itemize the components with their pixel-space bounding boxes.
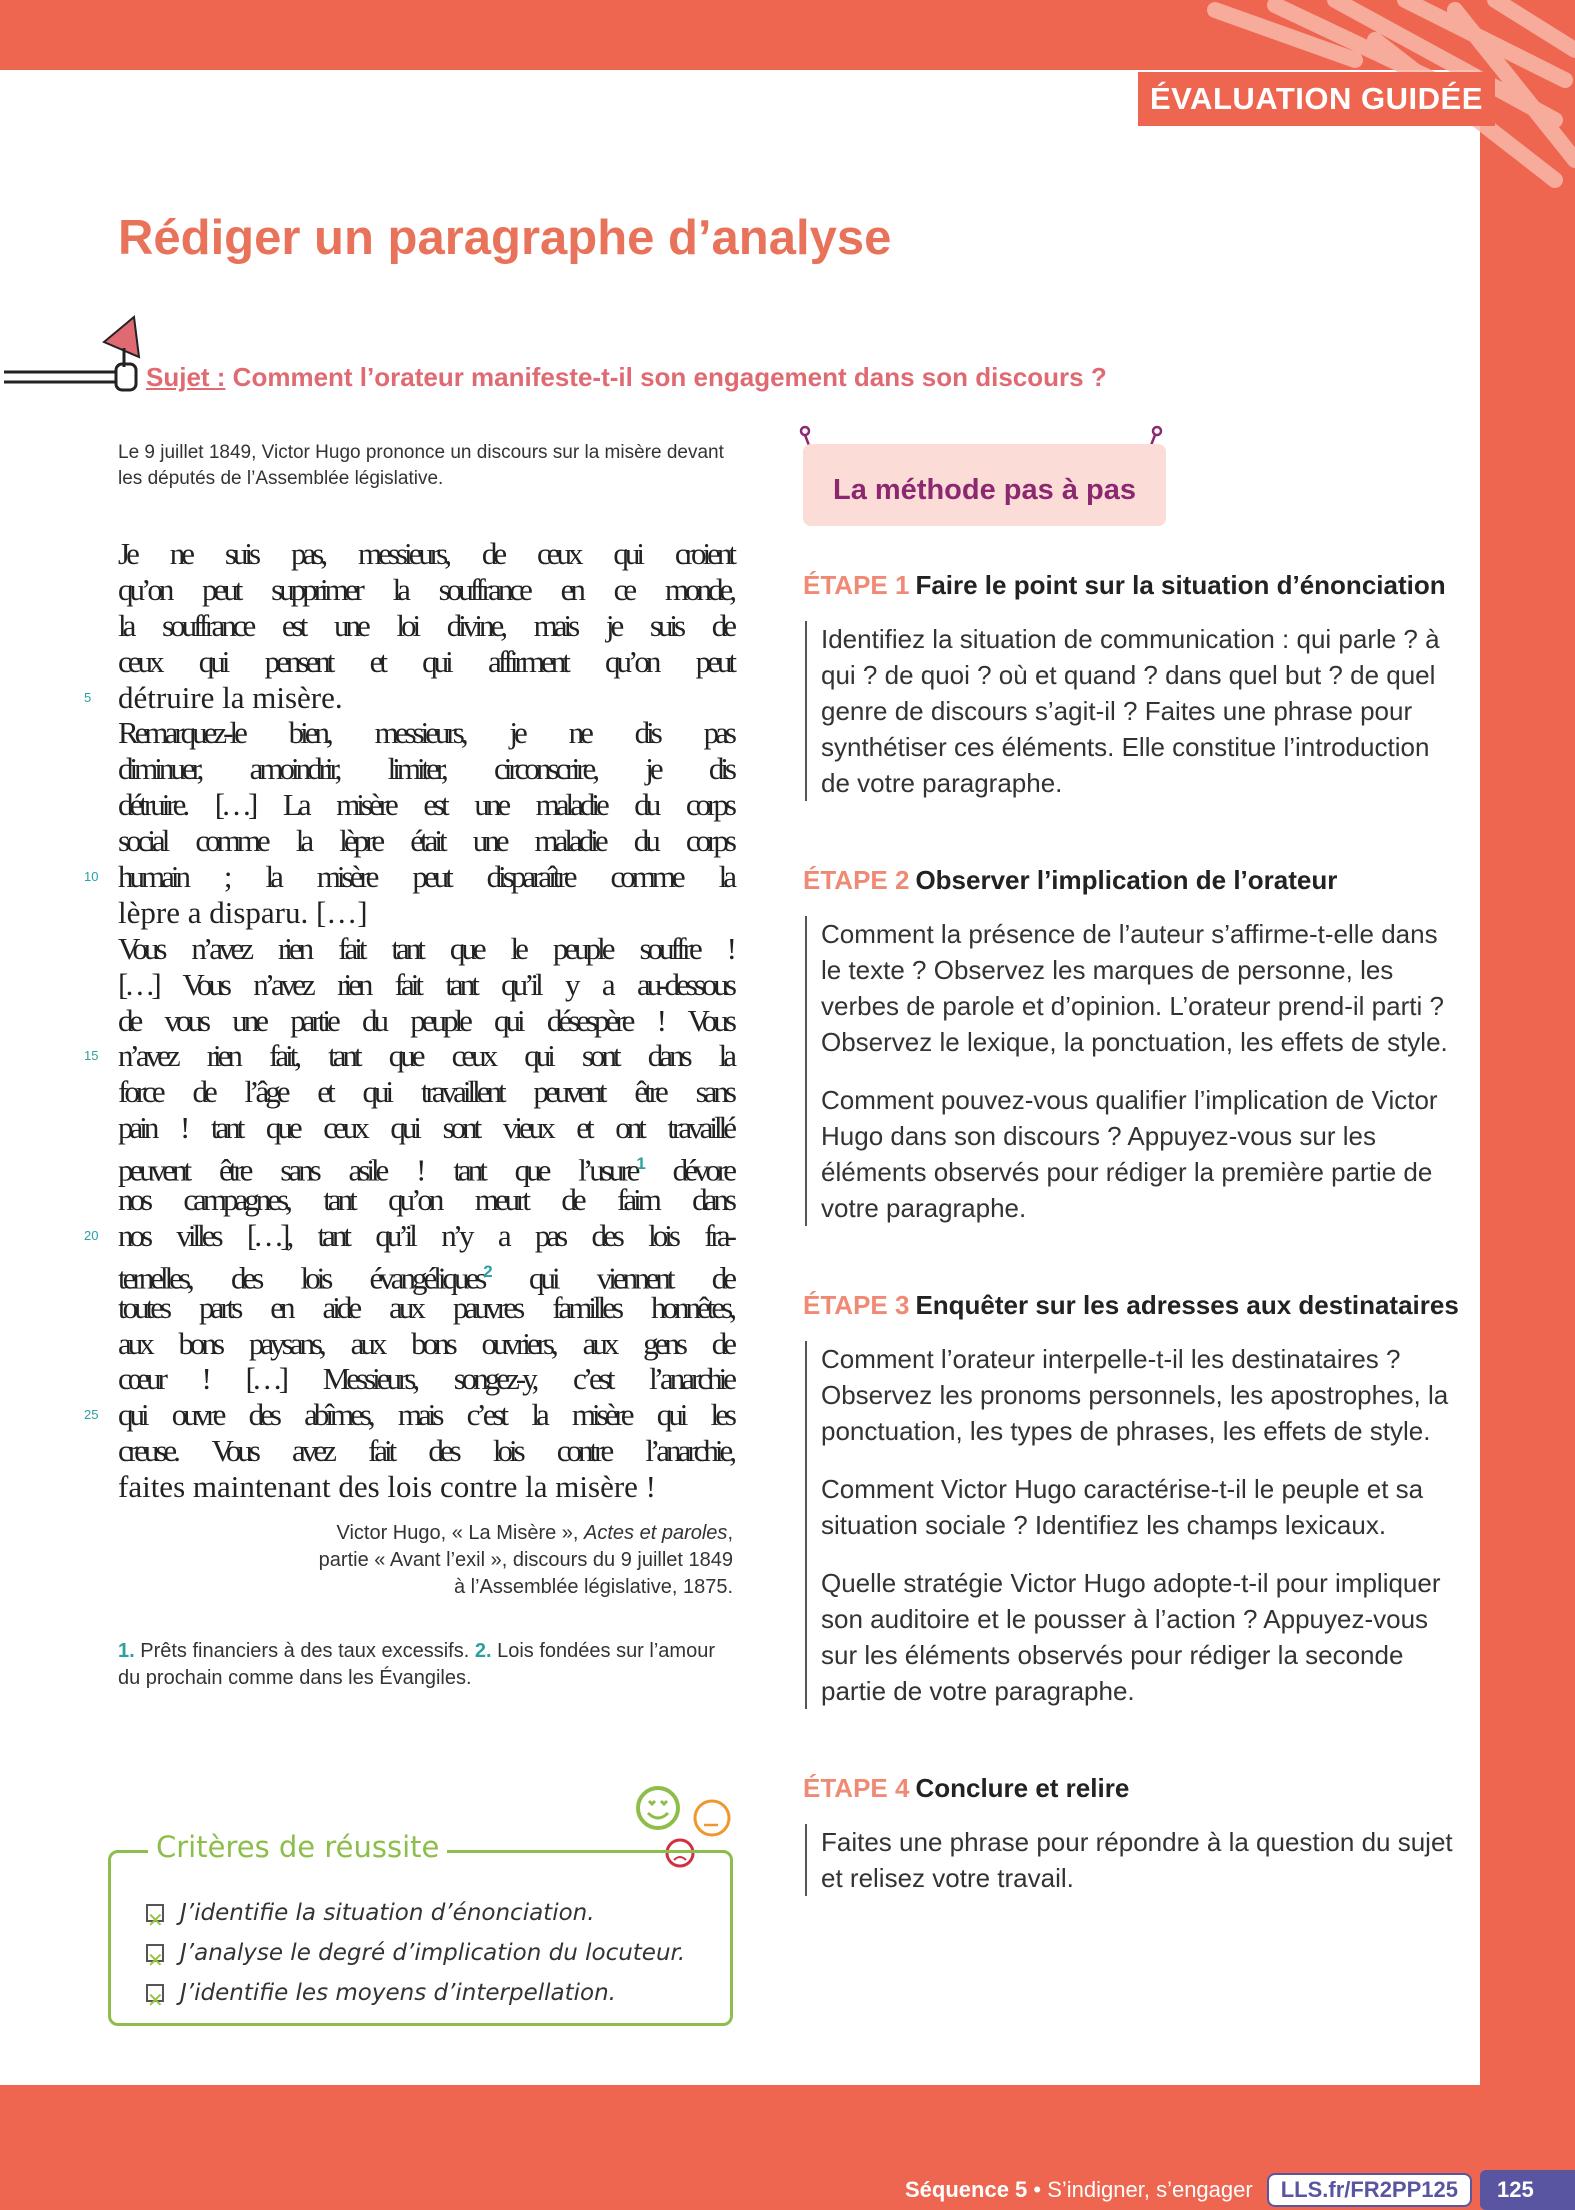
step-instruction: Comment Victor Hugo caractérise-t-il le peuple et sa situation sociale ? Identifiez les champs lexicaux. <box>821 1474 1424 1540</box>
criteria-title: Critères de réussite <box>148 1830 447 1864</box>
text-intro: Le 9 juillet 1849, Victor Hugo prononce un discours sur la misère devant les députés de l’Assemblée législative. <box>118 442 724 489</box>
note-text: Lois fondées sur l’amour du prochain comme dans les Évangiles. <box>118 1640 715 1689</box>
speech-line <box>118 1469 733 1505</box>
step-title: Enquêter sur les adresses aux destinataires <box>915 1290 1459 1320</box>
line-text: nos villes […], tant qu’il n’y a pas des lois fra- <box>118 1217 733 1253</box>
page-title: Rédiger un paragraphe d’analyse <box>118 211 892 265</box>
checkbox[interactable] <box>146 1944 164 1962</box>
speech-line <box>118 1146 733 1188</box>
speech-line <box>84 859 733 895</box>
speech-line <box>118 1182 733 1218</box>
step-label: ÉTAPE 4 <box>803 1773 910 1803</box>
step-body <box>805 916 1453 1226</box>
line-text: cœur ! […] Messieurs, songez-y, c’est l’anarchie <box>118 1361 733 1397</box>
subject-text: Comment l’orateur manifeste-t-il son engagement dans son discours ? <box>225 362 1107 392</box>
line-text: lèpre a disparu. […] <box>118 894 368 930</box>
line-text: qui viennent de <box>488 1260 733 1296</box>
source-comma: , <box>727 1522 733 1544</box>
method-steps <box>803 570 1459 1960</box>
line-text: Remarquez-le bien, messieurs, je ne dis pas <box>118 715 733 751</box>
step-title: Conclure et relire <box>915 1773 1130 1803</box>
criteria-item <box>146 1933 685 1973</box>
speech-line <box>118 572 733 608</box>
speech-line <box>118 536 733 572</box>
step-label: ÉTAPE 2 <box>803 865 910 895</box>
subject-question <box>146 362 1107 393</box>
speech-line <box>118 787 733 823</box>
speech-line <box>118 1433 733 1469</box>
line-text: creuse. Vous avez fait des lois contre l’anarchie, <box>118 1433 733 1469</box>
line-text: ceux qui pensent et qui affirment qu’on peut <box>118 643 733 679</box>
step-title: Observer l’implication de l’orateur <box>915 865 1338 895</box>
speech-line <box>118 1003 733 1039</box>
speech-line <box>118 1290 733 1326</box>
speech-line <box>84 679 733 716</box>
speech-line <box>118 715 733 751</box>
line-text: aux bons paysans, aux bons ouvriers, aux gens de <box>118 1325 733 1361</box>
success-criteria-box <box>108 1850 733 2026</box>
source-part: partie « Avant l’exil », discours du 9 juillet 1849 <box>318 1549 733 1571</box>
criteria-text: J’identifie les moyens d’interpellation. <box>180 1980 616 2006</box>
speech-line <box>118 895 733 931</box>
line-text: la souffrance est une loi divine, mais je suis de <box>118 607 733 643</box>
step-heading <box>803 1290 1459 1321</box>
speech-line <box>118 967 733 1003</box>
speech-excerpt <box>84 536 733 1505</box>
footnote-ref: 1 <box>636 1154 642 1174</box>
subject-label: Sujet : <box>146 362 226 392</box>
speech-line <box>118 1254 733 1296</box>
line-number: 20 <box>84 1227 99 1243</box>
criteria-item <box>146 1973 685 2013</box>
step-3 <box>803 1290 1459 1709</box>
criteria-text: J’identifie la situation d’énonciation. <box>180 1900 595 1926</box>
step-instruction: Comment l’orateur interpelle-t-il les destinataires ? Observez les pronoms personnels, les apostrophes, la ponctuation, les types de phrases, les effets de style. <box>821 1344 1449 1446</box>
step-title: Faire le point sur la situation d’énonciation <box>915 570 1446 600</box>
source-author: Victor Hugo, « La Misère », <box>336 1522 585 1544</box>
speech-line <box>84 1217 733 1254</box>
line-text: Je ne suis pas, messieurs, de ceux qui croient <box>118 536 733 571</box>
step-instruction: Comment pouvez-vous qualifier l’implication de Victor Hugo dans son discours ? Appuyez-vous sur les éléments observés pour rédiger la première partie de votre paragraphe. <box>821 1085 1438 1223</box>
page-number: 125 <box>1480 2170 1575 2210</box>
line-number: 5 <box>84 689 92 705</box>
line-number: 10 <box>84 869 99 885</box>
speech-line <box>118 1326 733 1362</box>
step-4 <box>803 1773 1453 1896</box>
line-text: toutes parts en aide aux pauvres familles honnêtes, <box>118 1289 733 1325</box>
step-body <box>805 1341 1453 1709</box>
line-text: force de l’âge et qui travaillent peuvent être sans <box>118 1074 733 1110</box>
line-text: pain ! tant que ceux qui sont vieux et ont travaillé <box>118 1110 733 1146</box>
source-citation <box>118 1520 733 1601</box>
step-heading <box>803 865 1453 896</box>
line-number: 15 <box>84 1048 99 1064</box>
megaphone-hand-icon <box>4 312 144 397</box>
separator: • <box>1027 2177 1048 2202</box>
speech-line <box>118 823 733 859</box>
line-text: faites maintenant des lois contre la misère ! <box>118 1469 657 1505</box>
resource-link[interactable]: LLS.fr/FR2PP125 <box>1267 2173 1472 2207</box>
step-instruction: Quelle stratégie Victor Hugo adopte-t-il pour impliquer son auditoire et le pousser à l’action ? Appuyez-vous sur les éléments observés pour rédiger la seconde partie de votre paragraphe. <box>821 1568 1441 1706</box>
line-text: qui ouvre des abîmes, mais c’est la misère qui les <box>118 1397 733 1433</box>
note-number: 2. <box>474 1640 492 1662</box>
line-text: ternelles, des lois évangéliques <box>118 1260 484 1296</box>
speech-line <box>84 1038 733 1074</box>
speech-line <box>118 751 733 787</box>
footer <box>905 2175 1472 2205</box>
step-heading <box>803 570 1453 601</box>
speech-line <box>118 1074 733 1110</box>
criteria-item <box>146 1893 685 1933</box>
step-instruction: Comment la présence de l’auteur s’affirme-t-elle dans le texte ? Observez les marques de personne, les verbes de parole et d’opinion. L’orateur prend-il parti ? Observez le lexique, la ponctuation, les effets de style. <box>821 919 1448 1057</box>
line-text: nos campagnes, tant qu’on meurt de faim dans <box>118 1182 733 1218</box>
sequence-theme: S’indigner, s’engager <box>1047 2177 1253 2202</box>
step-label: ÉTAPE 3 <box>803 1290 910 1320</box>
step-2 <box>803 865 1453 1226</box>
speech-line <box>118 1361 733 1397</box>
note-text: Prêts financiers à des taux excessifs. <box>134 1640 475 1662</box>
line-text: […] Vous n’avez rien fait tant qu’il y a au-dessous <box>118 966 733 1002</box>
line-text: de vous une partie du peuple qui désespère ! Vous <box>118 1002 733 1038</box>
footnote-ref: 2 <box>483 1261 489 1281</box>
speech-line <box>84 1397 733 1433</box>
speech-line <box>118 1110 733 1146</box>
line-text: dévore <box>641 1152 733 1188</box>
step-instruction: Identifiez la situation de communication : qui parle ? à qui ? de quoi ? où et quand ? dans quel but ? de quel genre de discours s’agit-il ? Faites une phrase pour synthétiser ces éléments. Elle constitue l’introduction de votre paragraphe. <box>821 624 1440 798</box>
line-number: 25 <box>84 1407 99 1423</box>
line-text: peuvent être sans asile ! tant que l’usure <box>118 1152 637 1188</box>
note-number: 1. <box>118 1640 135 1662</box>
speech-line <box>118 644 733 680</box>
step-heading <box>803 1773 1453 1804</box>
step-instruction: Faites une phrase pour répondre à la question du sujet et relisez votre travail. <box>821 1827 1453 1893</box>
step-1 <box>803 570 1453 801</box>
method-heading: La méthode pas à pas <box>803 444 1166 526</box>
speech-line <box>118 931 733 967</box>
line-text: qu’on peut supprimer la souffrance en ce monde, <box>118 571 733 607</box>
source-place: à l’Assemblée législative, 1875. <box>453 1576 733 1598</box>
evaluation-badge: ÉVALUATION GUIDÉE <box>1138 72 1495 126</box>
line-text: détruire. […] La misère est une maladie du corps <box>118 787 733 823</box>
source-work: Actes et paroles <box>584 1522 728 1544</box>
line-text: diminuer, amoindrir, limiter, circonscrire, je dis <box>118 751 733 787</box>
checkbox[interactable] <box>146 1904 164 1922</box>
line-text: n’avez rien fait, tant que ceux qui sont dans la <box>118 1038 733 1074</box>
checkbox[interactable] <box>146 1984 164 2002</box>
step-body <box>805 621 1453 801</box>
footnotes <box>118 1638 733 1692</box>
criteria-text: J’analyse le degré d’implication du locuteur. <box>180 1940 686 1966</box>
sequence-label: Séquence 5 <box>905 2177 1028 2202</box>
line-text: social comme la lèpre était une maladie du corps <box>118 823 733 859</box>
speech-line <box>118 608 733 644</box>
line-text: Vous n’avez rien fait tant que le peuple souffre ! <box>118 930 733 966</box>
step-body <box>805 1824 1453 1896</box>
line-text: détruire la misère. <box>118 679 343 715</box>
line-text: humain ; la misère peut disparaître comme la <box>118 859 733 895</box>
footer-sequence <box>905 2177 1253 2203</box>
step-label: ÉTAPE 1 <box>803 570 910 600</box>
